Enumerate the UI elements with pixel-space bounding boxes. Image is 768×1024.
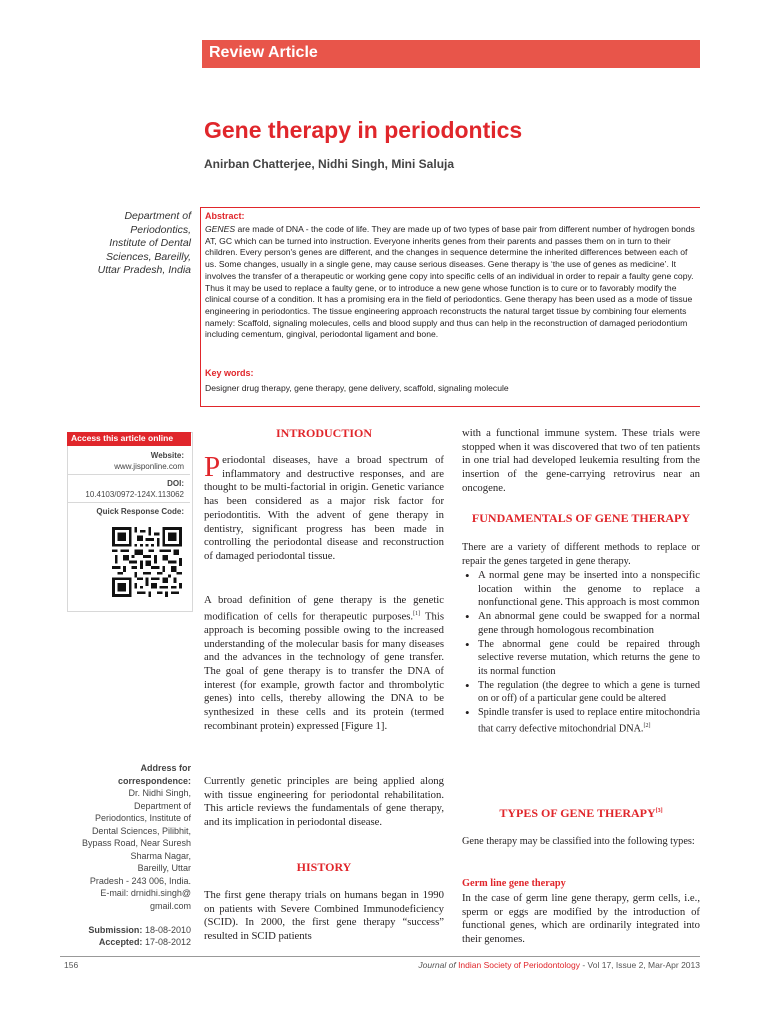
submission-date [60,924,191,936]
affiliation-line: Institute of Dental [109,237,191,249]
address-line: Pradesh - 243 006, India. [89,875,191,886]
journal-name: Indian Society of Periodontology [458,960,580,970]
correspondence-address [60,762,191,912]
introduction-paragraph-1 [204,451,444,564]
address-line: Sharma Nagar, [130,850,191,861]
section-heading-fundamentals: FUNDAMENTALS OF GENE THERAPY [471,511,691,525]
accepted-label: Accepted: [98,937,143,947]
abstract-border-left [200,207,201,407]
divider [68,502,190,503]
submission-dates [60,924,191,948]
correspondence-heading-line: Address for [140,763,191,773]
access-article-heading-label: Access this article online [71,433,174,443]
abstract-border-bottom [200,406,700,407]
address-line: Bareilly, Uttar [137,863,191,873]
list-item-text: A normal gene may be inserted into a nonspecific location within the genome to replace a nonfunctional gene. This approach is most common [478,569,700,609]
abstract-text [205,224,697,341]
address-line: Periodontics, Institute of [94,813,191,823]
affiliation-line: Periodontics, [130,223,191,236]
footer-divider [60,956,700,957]
access-article-heading [67,432,191,446]
address-line: Dr. Nidhi Singh, [128,788,191,798]
keywords-text: Designer drug therapy, gene therapy, gene delivery, scaffold, signaling molecule [205,383,509,393]
introduction-paragraph-1-text: eriodontal diseases, have a broad spectrum of inflammatory and destructive responses, and are thought to be multi-factorial in origin. Genetic variance has been considered as a major risk factor for periodontitis. With the advent of gene therapy in dentistry, significant progress has been made in controlling the periodontal disease and reconstruction of damaged periodontal tissue. [204,454,444,562]
affiliation-line: Uttar Pradesh, India [97,264,191,276]
website-block [68,451,184,472]
journal-citation [330,960,700,970]
list-item [462,706,700,736]
section-heading-history: HISTORY [296,860,352,874]
article-type-label: Review Article [209,44,318,61]
abstract-first-word: GENES [205,224,236,234]
address-line: Bypass Road, Near Suresh [81,838,191,848]
introduction-paragraph-3: Currently genetic principles are being applied along with tissue engineering for periodontal rehabilitation. This article reviews the fundamentals of gene therapy, and its implication in periodontal disease. [204,775,444,829]
affiliation-line: Sciences, Bareilly, [105,250,191,263]
website-link[interactable]: www.jisponline.com [114,461,184,471]
fundamentals-intro: There are a variety of different methods to replace or repair the genes targeted in gene therapy. [462,542,700,567]
affiliation [60,210,191,278]
abstract-heading: Abstract: [205,211,245,221]
qr-code-icon[interactable] [112,527,182,597]
divider [68,474,190,475]
accepted-value: 17-08-2012 [144,937,191,947]
list-item [462,638,700,679]
list-item-text: The abnormal gene could be repaired through selective reverse mutation, which returns the gene to its normal function [478,638,700,677]
page-number: 156 [64,960,79,970]
keywords-heading: Key words: [205,368,254,378]
citation-ref[interactable]: [2] [643,722,651,729]
section-heading-types [462,806,700,821]
section-heading-introduction: INTRODUCTION [275,426,372,440]
list-item-text: An abnormal gene could be swapped for a normal gene through homologous recombination [478,610,700,636]
germ-line-paragraph: In the case of germ line gene therapy, germ cells, i.e., sperm or eggs are modified by the introduction of functional genes, which are ordinarily integrated into their genomes. [462,892,700,946]
list-item-text: The regulation (the degree to which a gene is turned on or off) of a particular gene could be altered [478,679,700,705]
email-line[interactable]: gmail.com [149,900,191,911]
email-line[interactable]: E-mail: drnidhi.singh@ [100,888,191,898]
correspondence-heading-line: correspondence: [117,775,191,786]
drop-cap: P [204,451,221,483]
website-label: Website: [150,451,184,460]
qr-label-text: Quick Response Code: [96,507,184,516]
accepted-date [60,936,191,948]
address-line: Dental Sciences, Pilibhit, [91,825,191,836]
doi-block [68,479,184,500]
subheading-germ-line: Germ line gene therapy [462,878,566,889]
article-authors: Anirban Chatterjee, Nidhi Singh, Mini Saluja [204,157,455,171]
doi-value[interactable]: 10.4103/0972-124X.113062 [85,489,184,499]
continued-paragraph: with a functional immune system. These trials were stopped when it was discovered that two of ten patients in one trial had developed leukemia resulting from the insertion of the gene-carrying retrovirus near an oncogene. [462,427,700,494]
section-heading-types-label: TYPES OF GENE THERAPY [499,806,656,820]
abstract-border-top [200,207,700,208]
list-item [462,679,700,706]
abstract-body: are made of DNA - the code of life. They are made up of two types of base pair from different number of hydrogen bonds AT, GC which can be turned into instruction. Everyone inherits genes from their parents and passes them on in turn to their children. Every person's genes are different, and the changes in sequence determine the inherited differences between each of us. Some changes, usually in a single gene, may cause serious diseases. Gene therapy is ‘the use of genes as medicine’. It involves the transfer of a therapeutic or working gene copy into specific cells of an individual in order to repair a faulty gene copy. Thus it may be used to replace a faulty gene, or to introduce a new gene whose function is to cure or to favorably modify the clinical course of a condition. It has a promising era in the field of periodontics. Gene therapy has been used as a mode of tissue engineering in periodontics. The tissue engineering approach reconstructs the natural target tissue by combining four elements namely: Scaffold, signaling molecules, cells and blood supply and thus can help in the reconstruction of damaged periodontium including cementum, gingival, periodontal ligament and bone. [205,224,695,340]
submission-value: 18-08-2010 [144,925,191,935]
article-title: Gene therapy in periodontics [204,117,523,143]
history-paragraph-1: The first gene therapy trials on humans began in 1990 on patients with Severe Combined Immunodeficiency (SCID). In 2000, the first gene therapy “success” resulted in SCID patients [204,889,444,943]
citation-ref[interactable]: [1] [413,610,421,617]
submission-label: Submission: [88,925,143,935]
introduction-paragraph-2-text-a: A broad definition of gene therapy is the genetic modification of cells for therapeutic purposes. [204,594,444,623]
affiliation-line: Department of [124,210,191,222]
journal-prefix: Journal of [418,960,459,970]
journal-issue: - Vol 17, Issue 2, Mar-Apr 2013 [579,960,700,970]
fundamentals-list [462,569,700,736]
address-line: Department of [133,800,191,811]
qr-label [68,507,184,518]
doi-label: DOI: [167,479,184,488]
list-item-text: Spindle transfer is used to replace entire mitochondria that carry defective mitochondrial DNA. [478,707,700,735]
list-item [462,569,700,610]
article-type-banner [202,40,700,68]
introduction-paragraph-2-text-b: This approach is becoming possible owing to the increased understanding of the molecular basis for many diseases and the advances in the technology of gene transfer. The goal of gene therapy is to transfer the DNA of interest (for example, growth factor and thrombolytic genes) into cells, thereby allowing the DNA to be synthesized in these cells and its protein (termed recombinant protein) expressed [Figure 1]. [204,610,444,732]
types-intro: Gene therapy may be classified into the following types: [462,836,695,847]
citation-ref[interactable]: [3] [655,808,663,814]
introduction-paragraph-2 [204,594,444,734]
correspondence-heading [60,762,191,787]
list-item [462,610,700,637]
